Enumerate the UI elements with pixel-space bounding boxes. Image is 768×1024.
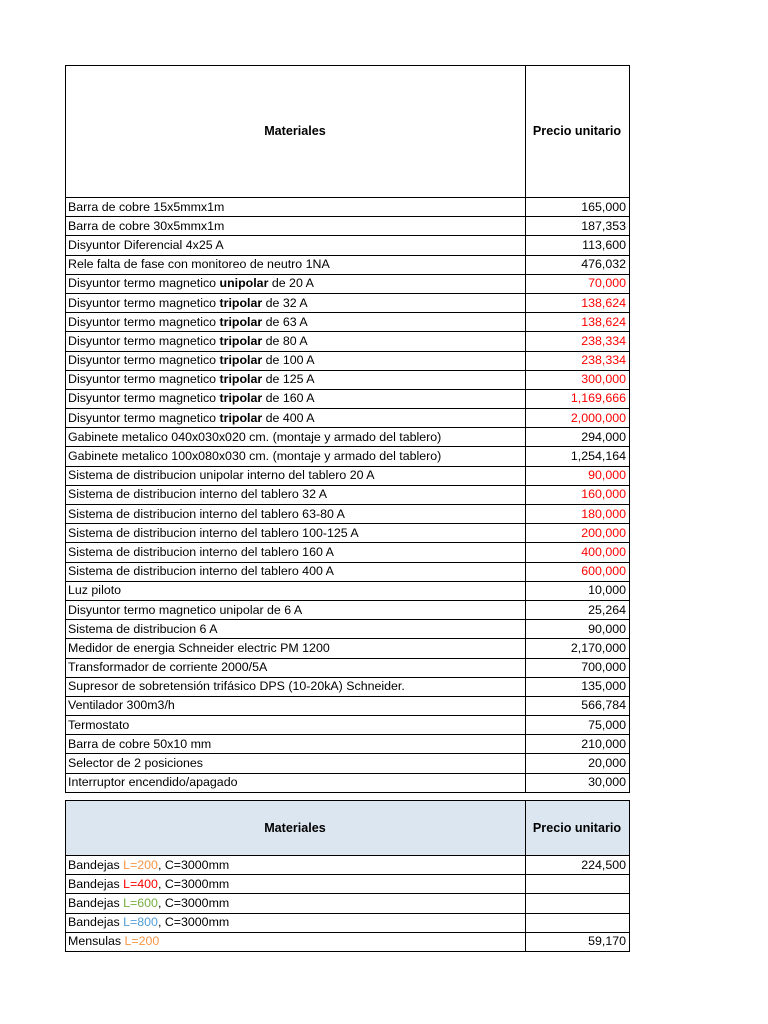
material-text: Barra de cobre 15x5mmx1m <box>68 199 225 214</box>
price-cell[interactable]: 20,000 <box>526 754 630 773</box>
material-cell[interactable] <box>66 524 526 543</box>
material-cell[interactable] <box>66 505 526 524</box>
material-dimension: L=400 <box>123 876 158 891</box>
price-cell[interactable]: 566,784 <box>526 696 630 715</box>
material-text-bold: tripolar <box>219 410 263 425</box>
price-cell[interactable] <box>526 894 630 913</box>
material-text-suffix: de 400 A <box>262 410 315 425</box>
material-cell[interactable] <box>66 485 526 504</box>
material-text: Disyuntor termo magnetico <box>68 276 220 291</box>
trays-price-table <box>65 800 630 952</box>
material-text-suffix: de 20 A <box>268 276 314 291</box>
material-text: Ventilador 300m3/h <box>68 698 175 713</box>
price-cell[interactable]: 187,353 <box>526 217 630 236</box>
price-cell[interactable]: 113,600 <box>526 236 630 255</box>
table-row <box>66 581 630 600</box>
price-cell[interactable]: 238,334 <box>526 351 630 370</box>
material-text: Luz piloto <box>68 583 122 598</box>
table-row <box>66 447 630 466</box>
material-text: Sistema de distribucion 6 A <box>68 621 218 636</box>
materials-table-body <box>66 198 630 793</box>
materials-price-table <box>65 65 630 793</box>
table-row <box>66 696 630 715</box>
table-row <box>66 600 630 619</box>
material-text: Bandejas <box>68 915 124 930</box>
table-row <box>66 198 630 217</box>
table-row <box>66 351 630 370</box>
material-cell[interactable] <box>66 447 526 466</box>
price-cell[interactable]: 160,000 <box>526 485 630 504</box>
price-cell[interactable]: 138,624 <box>526 293 630 312</box>
table-row <box>66 639 630 658</box>
table-row <box>66 773 630 792</box>
table-row <box>66 716 630 735</box>
material-cell[interactable] <box>66 198 526 217</box>
price-cell[interactable]: 300,000 <box>526 370 630 389</box>
material-cell[interactable] <box>66 370 526 389</box>
table-row <box>66 293 630 312</box>
material-cell[interactable] <box>66 894 526 913</box>
material-dimension: L=600 <box>123 895 158 910</box>
material-text: Rele falta de fase con monitoreo de neutro 1NA <box>68 257 330 272</box>
material-cell[interactable] <box>66 913 526 932</box>
material-text: Bandejas <box>68 857 124 872</box>
table-row <box>66 658 630 677</box>
price-cell[interactable]: 238,334 <box>526 332 630 351</box>
material-cell[interactable] <box>66 620 526 639</box>
price-cell[interactable]: 224,500 <box>526 856 630 875</box>
material-cell[interactable] <box>66 543 526 562</box>
material-cell[interactable] <box>66 562 526 581</box>
price-cell[interactable]: 2,000,000 <box>526 409 630 428</box>
material-text-bold: tripolar <box>219 391 263 406</box>
material-cell[interactable] <box>66 217 526 236</box>
price-cell[interactable]: 180,000 <box>526 505 630 524</box>
table-row <box>66 409 630 428</box>
material-text: Disyuntor termo magnetico <box>68 372 220 387</box>
material-cell[interactable] <box>66 428 526 447</box>
material-text-suffix: , C=3000mm <box>157 895 230 910</box>
header-unit-price[interactable]: Precio unitario <box>526 66 630 198</box>
material-text-bold: tripolar <box>219 333 263 348</box>
material-text-suffix: de 100 A <box>262 353 315 368</box>
material-text: Disyuntor Diferencial 4x25 A <box>68 237 224 252</box>
table-row <box>66 677 630 696</box>
material-cell[interactable] <box>66 716 526 735</box>
material-text-suffix: de 80 A <box>262 333 308 348</box>
header-materials[interactable]: Materiales <box>66 66 526 198</box>
table-row <box>66 856 630 875</box>
material-cell[interactable] <box>66 351 526 370</box>
material-cell[interactable] <box>66 389 526 408</box>
price-cell[interactable]: 600,000 <box>526 562 630 581</box>
table-row <box>66 875 630 894</box>
price-cell[interactable]: 75,000 <box>526 716 630 735</box>
material-text: Sistema de distribucion interno del tablero 160 A <box>68 544 334 559</box>
material-text-bold: tripolar <box>219 314 263 329</box>
material-text-suffix: , C=3000mm <box>157 857 230 872</box>
material-dimension: L=800 <box>123 915 158 930</box>
table-row <box>66 370 630 389</box>
table-row <box>66 466 630 485</box>
price-cell[interactable]: 25,264 <box>526 600 630 619</box>
table-row <box>66 620 630 639</box>
table-header-row <box>66 66 630 198</box>
price-cell[interactable]: 476,032 <box>526 255 630 274</box>
material-text-suffix: , C=3000mm <box>157 876 230 891</box>
table-header-row <box>66 801 630 856</box>
material-text: Barra de cobre 30x5mmx1m <box>68 218 225 233</box>
material-text: Bandejas <box>68 876 124 891</box>
table-row <box>66 313 630 332</box>
material-text-suffix: de 160 A <box>262 391 315 406</box>
table-row <box>66 217 630 236</box>
table-row <box>66 274 630 293</box>
material-text: Transformador de corriente 2000/5A <box>68 660 268 675</box>
material-text: Bandejas <box>68 895 124 910</box>
header-materials[interactable]: Materiales <box>66 801 526 856</box>
material-cell[interactable] <box>66 466 526 485</box>
price-cell[interactable]: 138,624 <box>526 313 630 332</box>
material-cell[interactable] <box>66 875 526 894</box>
material-text: Gabinete metalico 100x080x030 cm. (montaje y armado del tablero) <box>68 449 442 464</box>
table-row <box>66 932 630 951</box>
price-cell[interactable]: 400,000 <box>526 543 630 562</box>
price-cell[interactable]: 59,170 <box>526 932 630 951</box>
table-row <box>66 913 630 932</box>
material-cell[interactable] <box>66 332 526 351</box>
material-text: Sistema de distribucion interno del tablero 400 A <box>68 564 334 579</box>
table-row <box>66 389 630 408</box>
material-text: Sistema de distribucion interno del tablero 100-125 A <box>68 525 359 540</box>
table-row <box>66 428 630 447</box>
price-cell[interactable]: 700,000 <box>526 658 630 677</box>
material-text: Disyuntor termo magnetico <box>68 314 220 329</box>
material-cell[interactable] <box>66 773 526 792</box>
price-cell[interactable]: 10,000 <box>526 581 630 600</box>
table-row <box>66 754 630 773</box>
price-cell[interactable] <box>526 913 630 932</box>
material-cell[interactable] <box>66 293 526 312</box>
material-cell[interactable] <box>66 677 526 696</box>
material-cell[interactable] <box>66 856 526 875</box>
material-cell[interactable] <box>66 696 526 715</box>
material-dimension: L=200 <box>123 857 158 872</box>
price-cell[interactable]: 165,000 <box>526 198 630 217</box>
material-dimension: L=200 <box>124 934 160 949</box>
table-row <box>66 332 630 351</box>
material-cell[interactable] <box>66 313 526 332</box>
price-cell[interactable]: 294,000 <box>526 428 630 447</box>
material-text: Gabinete metalico 040x030x020 cm. (montaje y armado del tablero) <box>68 429 442 444</box>
table-row <box>66 562 630 581</box>
header-unit-price[interactable]: Precio unitario <box>526 801 630 856</box>
table-row <box>66 524 630 543</box>
material-text: Sistema de distribucion interno del tablero 63-80 A <box>68 506 345 521</box>
material-text: Sistema de distribucion interno del tablero 32 A <box>68 487 327 502</box>
material-text-bold: unipolar <box>219 276 269 291</box>
material-cell[interactable] <box>66 274 526 293</box>
material-cell[interactable] <box>66 236 526 255</box>
material-text: Termostato <box>68 717 130 732</box>
material-text-suffix: , C=3000mm <box>157 915 230 930</box>
table-row <box>66 255 630 274</box>
material-text: Disyuntor termo magnetico unipolar de 6 A <box>68 602 303 617</box>
price-cell[interactable]: 135,000 <box>526 677 630 696</box>
material-text: Disyuntor termo magnetico <box>68 333 220 348</box>
material-text: Supresor de sobretensión trifásico DPS (10-20kA) Schneider. <box>68 679 405 694</box>
material-text-suffix: de 32 A <box>262 295 308 310</box>
material-text: Interruptor encendido/apagado <box>68 775 238 790</box>
material-text: Barra de cobre 50x10 mm <box>68 736 212 751</box>
material-text-suffix: de 125 A <box>262 372 315 387</box>
material-text-bold: tripolar <box>219 372 263 387</box>
material-text: Disyuntor termo magnetico <box>68 410 220 425</box>
material-text: Disyuntor termo magnetico <box>68 391 220 406</box>
price-cell[interactable]: 30,000 <box>526 773 630 792</box>
material-cell[interactable] <box>66 600 526 619</box>
material-text-bold: tripolar <box>219 295 263 310</box>
material-cell[interactable] <box>66 255 526 274</box>
material-text: Disyuntor termo magnetico <box>68 353 220 368</box>
material-text: Sistema de distribucion unipolar interno del tablero 20 A <box>68 468 375 483</box>
material-cell[interactable] <box>66 658 526 677</box>
price-cell[interactable]: 200,000 <box>526 524 630 543</box>
price-cell[interactable]: 70,000 <box>526 274 630 293</box>
table-row <box>66 543 630 562</box>
trays-table-body <box>66 856 630 952</box>
material-cell[interactable] <box>66 754 526 773</box>
table-row <box>66 505 630 524</box>
material-cell[interactable] <box>66 639 526 658</box>
table-row <box>66 735 630 754</box>
table-row <box>66 894 630 913</box>
material-cell[interactable] <box>66 932 526 951</box>
price-cell[interactable] <box>526 875 630 894</box>
material-cell[interactable] <box>66 735 526 754</box>
material-cell[interactable] <box>66 409 526 428</box>
price-cell[interactable]: 210,000 <box>526 735 630 754</box>
price-cell[interactable]: 2,170,000 <box>526 639 630 658</box>
material-text-bold: tripolar <box>219 353 263 368</box>
price-cell[interactable]: 1,169,666 <box>526 389 630 408</box>
price-cell[interactable]: 90,000 <box>526 620 630 639</box>
table-row <box>66 236 630 255</box>
material-text: Disyuntor termo magnetico <box>68 295 220 310</box>
material-text: Mensulas <box>68 934 125 949</box>
price-cell[interactable]: 90,000 <box>526 466 630 485</box>
material-text-suffix: de 63 A <box>262 314 308 329</box>
material-text: Selector de 2 posiciones <box>68 756 204 771</box>
table-row <box>66 485 630 504</box>
price-cell[interactable]: 1,254,164 <box>526 447 630 466</box>
material-text: Medidor de energia Schneider electric PM 1200 <box>68 640 330 655</box>
material-cell[interactable] <box>66 581 526 600</box>
